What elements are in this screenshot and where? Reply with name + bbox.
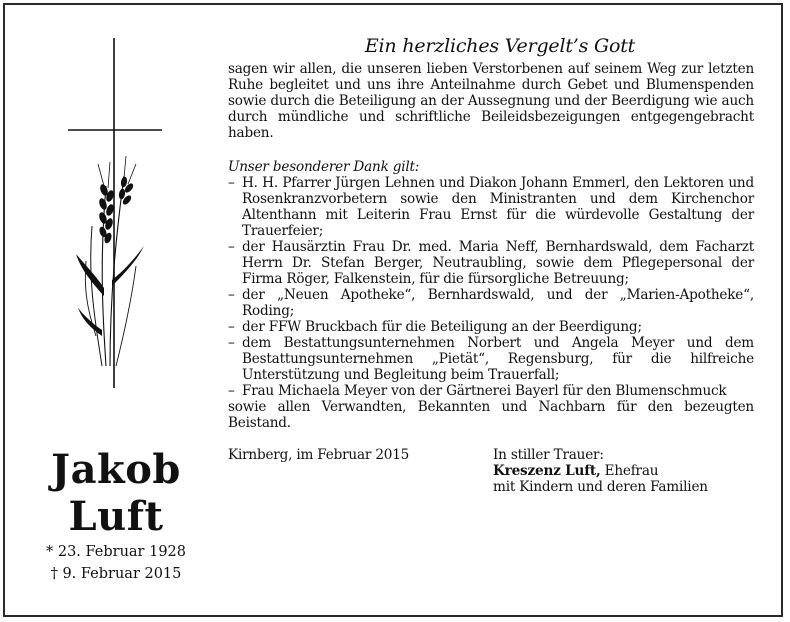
- list-item-text: H. H. Pfarrer Jürgen Lehnen und Diakon Johann Emmerl, den Lektoren und Rosenkranzvorbetern sowie den Ministranten und dem Kirchenchor Altenthann mit Leiterin Frau Ernst für die würdevolle Gestaltung der Trauerfeier;: [242, 175, 754, 239]
- mourners: [493, 447, 708, 495]
- list-item-text: der „Neuen Apotheke“, Bernhardswald, und der „Marien-Apotheke“, Roding;: [242, 287, 754, 319]
- special-thanks-label: Unser besonderer Dank gilt:: [228, 159, 420, 175]
- list-dash: –: [228, 175, 235, 191]
- death-date: † 9. Februar 2015: [50, 566, 182, 582]
- place-and-date: Kirnberg, im Februar 2015: [228, 447, 410, 463]
- thank-you-text: [228, 34, 754, 511]
- birth-date: * 23. Februar 1928: [45, 544, 186, 560]
- intro-paragraph: sagen wir allen, die unseren lieben Verstorbenen auf seinem Weg zur letzten Ruhe begleitet und uns ihre Anteilnahme durch Gebet und Blumenspenden sowie durch die Beteiligung an der Aussegnung und der Beerdigung wie auch durch mündliche und schriftliche Beileidsbezeigungen entgegengebracht haben.: [228, 61, 754, 141]
- notice-heading: Ein herzliches Vergelt’s Gott: [364, 35, 636, 57]
- widow-role: Ehefrau: [600, 463, 659, 479]
- list-item: [228, 239, 754, 287]
- list-item-text: Frau Michaela Meyer von der Gärtnerei Bayerl für den Blumenschmuck: [242, 383, 727, 399]
- list-dash: –: [228, 319, 235, 335]
- list-item-text: der FFW Bruckbach für die Beteiligung an der Beerdigung;: [242, 319, 642, 335]
- list-dash: –: [228, 287, 235, 303]
- list-item: [228, 383, 754, 399]
- deceased-panel: [0, 0, 220, 622]
- closing-paragraph: sowie allen Verwandten, Bekannten und Nachbarn für den bezeugten Beistand.: [228, 399, 754, 431]
- thanks-list: [228, 175, 754, 399]
- deceased-last-name: Luft: [68, 493, 164, 540]
- deceased-first-name: Jakob: [51, 446, 181, 493]
- list-item-text: dem Bestattungsunternehmen Norbert und Angela Meyer und dem Bestattungsunternehmen „Pietät“, Regensburg, für die hilfreiche Unterstützung und Begleitung beim Trauerfall;: [242, 335, 754, 383]
- list-item: [228, 319, 754, 335]
- list-item: [228, 287, 754, 319]
- list-dash: –: [228, 335, 235, 351]
- family-line: mit Kindern und deren Familien: [493, 479, 708, 495]
- list-dash: –: [228, 383, 235, 399]
- list-item: [228, 335, 754, 383]
- cross-with-wheat-icon: [66, 36, 166, 396]
- list-item-text: der Hausärztin Frau Dr. med. Maria Neff, Bernhardswald, dem Facharzt Herrn Dr. Stefan Berger, Neutraubling, sowie dem Pflegepersonal der Firma Röger, Falkenstein, für die fürsorgliche Betreuung;: [242, 239, 754, 287]
- mourning-label: In stiller Trauer:: [493, 447, 604, 463]
- list-dash: –: [228, 239, 235, 255]
- signature-block: [228, 447, 754, 511]
- list-item: [228, 175, 754, 239]
- widow-line: [493, 463, 708, 479]
- widow-name: Kreszenz Luft,: [493, 463, 601, 479]
